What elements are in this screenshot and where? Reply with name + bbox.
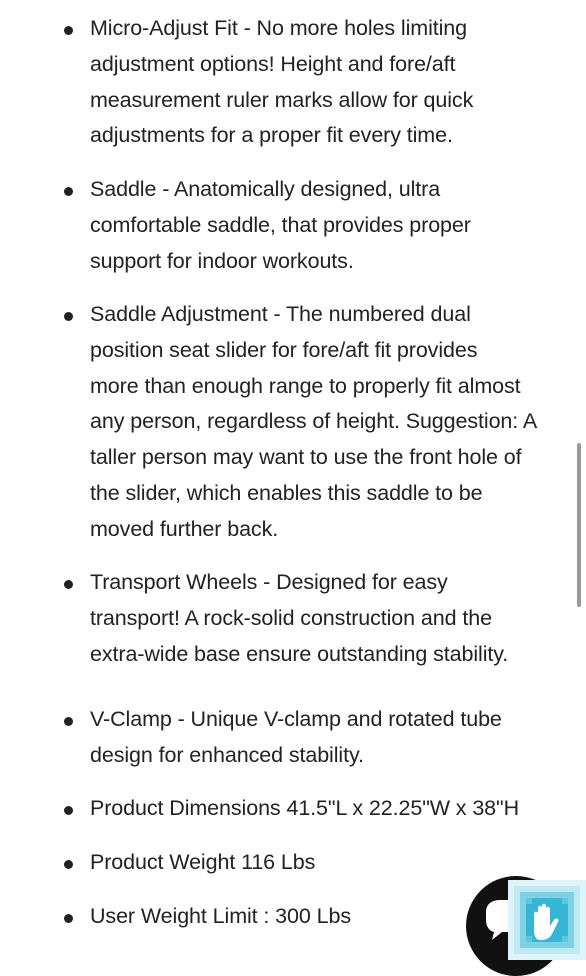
feature-text [90,172,570,279]
feature-line: adjustment options! Height and fore/aft [90,51,456,76]
feature-line: Micro-Adjust Fit - No more holes limiting [90,16,468,40]
feature-line: Product Weight 116 Lbs [90,850,316,874]
bullet-icon [64,717,73,726]
feature-text [90,702,570,774]
feature-line: support for indoor workouts. [90,248,354,273]
feature-line: comfortable saddle, that provides proper [90,212,471,237]
feature-line: transport! A rock-solid construction and the [90,605,492,630]
feature-text [90,845,570,881]
feature-line: design for enhanced stability. [90,742,364,767]
bullet-icon [64,914,73,923]
feature-line: the slider, which enables this saddle to be [90,480,483,505]
feature-text [90,791,570,827]
feature-line: V-Clamp - Unique V-clamp and rotated tube [90,707,502,731]
feature-line: Saddle - Anatomically designed, ultra [90,177,441,201]
feature-line: taller person may want to use the front hole of [90,445,522,470]
feature-text [90,565,570,672]
bullet-icon [64,860,73,869]
bullet-icon [64,312,73,321]
bullet-icon [64,26,73,35]
accessibility-button[interactable] [508,880,586,960]
feature-line: Product Dimensions 41.5"L x 22.25"W x 38"H [90,796,519,820]
bullet-icon [64,187,73,196]
feature-line: measurement ruler marks allow for quick [90,87,474,112]
feature-text [90,297,570,548]
bullet-icon [64,806,73,815]
feature-line: adjustments for a proper fit every time. [90,123,453,148]
feature-line: extra-wide base ensure outstanding stability. [90,641,509,666]
accessibility-hand-icon [508,880,586,960]
feature-line: more than enough range to properly fit almost [90,373,521,398]
feature-line: User Weight Limit : 300 Lbs [90,904,351,928]
feature-line: Transport Wheels - Designed for easy [90,570,448,594]
scrollbar-thumb[interactable] [577,443,581,607]
feature-line: position seat slider for fore/aft fit provides [90,337,478,362]
feature-text [90,11,570,154]
bullet-icon [64,580,73,589]
feature-line: moved further back. [90,516,279,541]
feature-line: Saddle Adjustment - The numbered dual [90,302,471,326]
feature-line: any person, regardless of height. Suggestion: A [90,409,538,434]
